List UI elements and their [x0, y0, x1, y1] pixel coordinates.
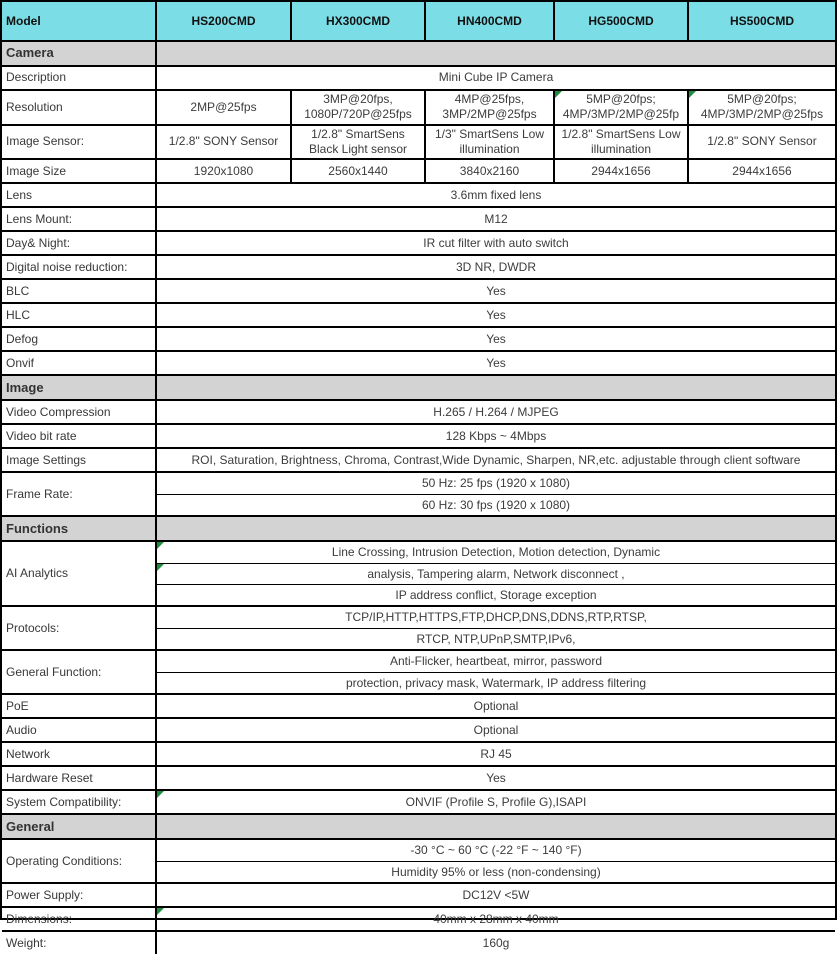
spec-subrows [157, 651, 835, 693]
spec-subrows [157, 542, 835, 605]
section-row [2, 374, 835, 399]
section-row [2, 515, 835, 540]
row-label: Operating Conditions: [2, 840, 157, 882]
section-title: Image [2, 376, 157, 399]
row-label: Resolution [2, 91, 157, 124]
row-label: Day& Night: [2, 232, 157, 254]
section-fill [157, 42, 835, 65]
spec-row [2, 447, 835, 471]
section-fill [157, 517, 835, 540]
spec-row [2, 89, 835, 124]
spec-subrows [157, 473, 835, 515]
spec-value: Yes [486, 331, 506, 346]
row-label: Protocols: [2, 607, 157, 649]
row-label: PoE [2, 695, 157, 717]
spec-row [2, 693, 835, 717]
model-header-hn400cmd: HN400CMD [426, 2, 555, 40]
spec-row [2, 399, 835, 423]
spec-value: RTCP, NTP,UPnP,SMTP,IPv6, [157, 628, 835, 649]
row-label: Power Supply: [2, 884, 157, 906]
spec-row [2, 302, 835, 326]
spec-value: 60 Hz: 30 fps (1920 x 1080) [157, 494, 835, 515]
spec-row [2, 124, 835, 159]
spec-row [2, 471, 835, 515]
spec-row [2, 930, 835, 954]
spec-row [2, 350, 835, 374]
row-label: Onvif [2, 352, 157, 374]
spec-value: ONVIF (Profile S, Profile G),ISAPI [157, 791, 835, 813]
section-title: Camera [2, 42, 157, 65]
row-label: Audio [2, 719, 157, 741]
spec-row [2, 717, 835, 741]
row-label: Image Settings [2, 449, 157, 471]
spec-row [2, 278, 835, 302]
spec-value: 3.6mm fixed lens [450, 187, 542, 202]
row-label: Video Compression [2, 401, 157, 423]
model-header-row [2, 2, 835, 40]
spec-value: Yes [486, 355, 506, 370]
model-header-hs200cmd: HS200CMD [157, 2, 292, 40]
spec-value: 2MP@25fps [157, 91, 292, 124]
spec-value: 1/2.8" SmartSens Black Light sensor [292, 126, 426, 159]
spec-value: Optional [473, 722, 519, 737]
section-fill [157, 376, 835, 399]
row-label: Image Sensor: [2, 126, 157, 159]
spec-row [2, 158, 835, 182]
spec-value: 3MP@20fps, 1080P/720P@25fps [292, 91, 426, 124]
spec-value: DC12V <5W [462, 887, 530, 902]
spec-value: TCP/IP,HTTP,HTTPS,FTP,DHCP,DNS,DDNS,RTP,RTSP, [345, 610, 647, 625]
section-title: Functions [2, 517, 157, 540]
row-label: Dimensions: [2, 908, 157, 930]
spec-value: 2560x1440 [292, 160, 426, 182]
spec-row [2, 230, 835, 254]
spec-row [2, 206, 835, 230]
spec-value: 4MP@25fps, 3MP/2MP@25fps [426, 91, 555, 124]
spec-value: 5MP@20fps; 4MP/3MP/2MP@25fps [689, 91, 835, 124]
spec-row [2, 838, 835, 882]
spec-value: 3840x2160 [426, 160, 555, 182]
row-label: General Function: [2, 651, 157, 693]
row-label: Image Size [2, 160, 157, 182]
spec-value: H.265 / H.264 / MJPEG [433, 404, 559, 419]
spec-value: 50 Hz: 25 fps (1920 x 1080) [421, 476, 571, 491]
spec-value: IR cut filter with auto switch [423, 235, 569, 250]
spec-row [2, 65, 835, 89]
row-label: AI Analytics [2, 542, 157, 605]
spec-value: Yes [486, 307, 506, 322]
section-row [2, 813, 835, 838]
row-label: Weight: [2, 932, 157, 954]
spec-row [2, 254, 835, 278]
row-label: BLC [2, 280, 157, 302]
row-label: Description [2, 67, 157, 89]
row-label: Defog [2, 328, 157, 350]
row-label: System Compatibility: [2, 791, 157, 813]
model-header-label: Model [2, 2, 157, 40]
spec-value: 1/2.8" SONY Sensor [707, 134, 817, 149]
row-label: Lens Mount: [2, 208, 157, 230]
spec-subrows [157, 840, 835, 882]
spec-row [2, 540, 835, 605]
model-header-hx300cmd: HX300CMD [292, 2, 426, 40]
spec-value: IP address conflict, Storage exception [157, 584, 835, 605]
spec-value: analysis, Tampering alarm, Network disconnect , [157, 563, 835, 584]
row-label: HLC [2, 304, 157, 326]
spec-row [2, 765, 835, 789]
row-label: Digital noise reduction: [2, 256, 157, 278]
spec-value: 3D NR, DWDR [456, 259, 536, 274]
spec-value: 40mm x 28mm x 40mm [157, 908, 835, 930]
section-fill [157, 815, 835, 838]
spec-row [2, 649, 835, 693]
spec-row [2, 882, 835, 906]
spec-value: 1/3" SmartSens Low illumination [426, 126, 555, 159]
spec-value: Line Crossing, Intrusion Detection, Motion detection, Dynamic [157, 542, 835, 563]
spec-value: 2944x1656 [555, 160, 689, 182]
spec-value: 5MP@20fps; 4MP/3MP/2MP@25fp [555, 91, 689, 124]
spec-value: protection, privacy mask, Watermark, IP address filtering [157, 672, 835, 693]
row-label: Lens [2, 184, 157, 206]
model-header-hs500cmd: HS500CMD [689, 2, 835, 40]
spec-value: 1920x1080 [157, 160, 292, 182]
spec-row [2, 182, 835, 206]
row-label: Video bit rate [2, 425, 157, 447]
spec-value: 1/2.8" SmartSens Low illumination [555, 126, 689, 159]
spec-subrows [157, 607, 835, 649]
spec-value: 2944x1656 [732, 163, 792, 178]
spec-value: Yes [486, 770, 506, 785]
spec-value: 1/2.8" SONY Sensor [157, 126, 292, 159]
spec-value: Yes [486, 283, 506, 298]
spec-value: Optional [473, 698, 519, 713]
spec-value: -30 °C ~ 60 °C (-22 °F ~ 140 °F) [410, 843, 582, 858]
row-label: Network [2, 743, 157, 765]
spec-value: RJ 45 [480, 746, 512, 761]
spec-row [2, 906, 835, 930]
spec-value: Humidity 95% or less (non-condensing) [157, 861, 835, 882]
section-title: General [2, 815, 157, 838]
section-row [2, 40, 835, 65]
spec-value: 128 Kbps ~ 4Mbps [445, 428, 547, 443]
spec-row [2, 789, 835, 813]
spec-value: 160g [482, 935, 510, 950]
model-header-hg500cmd: HG500CMD [555, 2, 689, 40]
spec-row [2, 423, 835, 447]
spec-row [2, 605, 835, 649]
spec-row [2, 741, 835, 765]
spec-value: ROI, Saturation, Brightness, Chroma, Contrast,Wide Dynamic, Sharpen, NR,etc. adjustable through client software [191, 452, 801, 467]
spec-value: Anti-Flicker, heartbeat, mirror, password [389, 654, 603, 669]
row-label: Hardware Reset [2, 767, 157, 789]
row-label: Frame Rate: [2, 473, 157, 515]
spec-value: Mini Cube IP Camera [438, 70, 554, 85]
spec-row [2, 326, 835, 350]
spec-value: M12 [484, 211, 508, 226]
